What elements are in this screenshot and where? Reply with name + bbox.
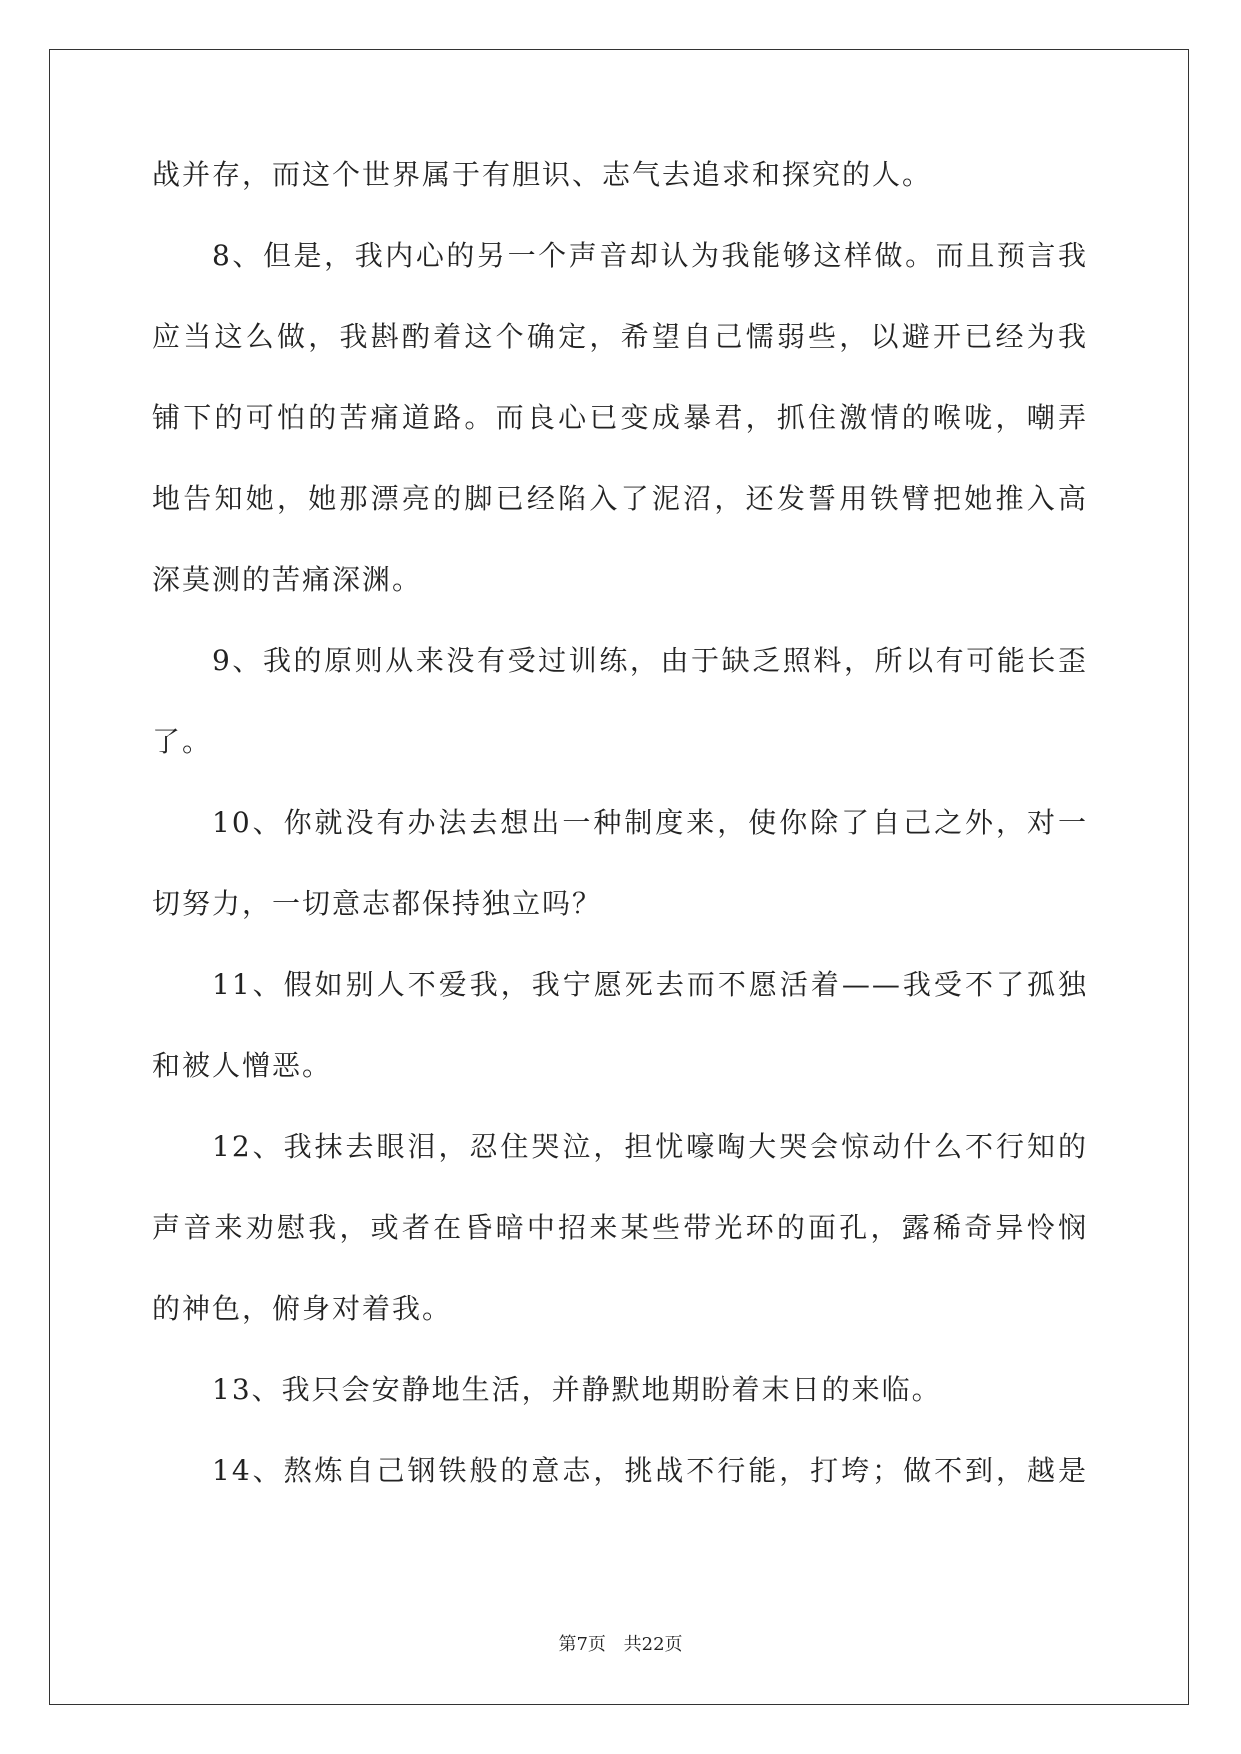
text-line: 11、假如别人不爱我，我宁愿死去而不愿活着——我受不了孤独 (212, 968, 1088, 1001)
document-body (152, 155, 1088, 1532)
text-line: 深莫测的苦痛深渊。 (152, 563, 423, 596)
page-footer (0, 1630, 1241, 1656)
text-line: 地告知她，她那漂亮的脚已经陷入了泥沼，还发誓用铁臂把她推入高 (152, 482, 1088, 515)
text-line: 13、我只会安静地生活，并静默地期盼着末日的来临。 (212, 1373, 942, 1406)
text-line: 8、但是，我内心的另一个声音却认为我能够这样做。而且预言我 (212, 239, 1088, 272)
text-line: 应当这么做，我斟酌着这个确定，希望自己懦弱些，以避开已经为我 (152, 320, 1088, 353)
text-line: 14、熬炼自己钢铁般的意志，挑战不行能，打垮；做不到，越是 (212, 1454, 1088, 1487)
text-line: 的神色，俯身对着我。 (152, 1292, 453, 1325)
text-line: 和被人憎恶。 (152, 1049, 333, 1082)
text-line: 9、我的原则从来没有受过训练，由于缺乏照料，所以有可能长歪 (212, 644, 1088, 677)
page-number: 第7页 (558, 1634, 606, 1655)
text-line: 12、我抹去眼泪，忍住哭泣，担忧嚎啕大哭会惊动什么不行知的 (212, 1130, 1088, 1163)
text-line: 10、你就没有办法去想出一种制度来，使你除了自己之外，对一 (212, 806, 1088, 839)
text-line: 切努力，一切意志都保持独立吗？ (152, 887, 603, 920)
page-total: 共22页 (623, 1634, 683, 1655)
text-line: 铺下的可怕的苦痛道路。而良心已变成暴君，抓住激情的喉咙，嘲弄 (152, 401, 1088, 434)
text-line: 了。 (152, 725, 213, 758)
text-line: 声音来劝慰我，或者在昏暗中招来某些带光环的面孔，露稀奇异怜悯 (152, 1211, 1088, 1244)
text-line: 战并存，而这个世界属于有胆识、志气去追求和探究的人。 (152, 158, 933, 191)
